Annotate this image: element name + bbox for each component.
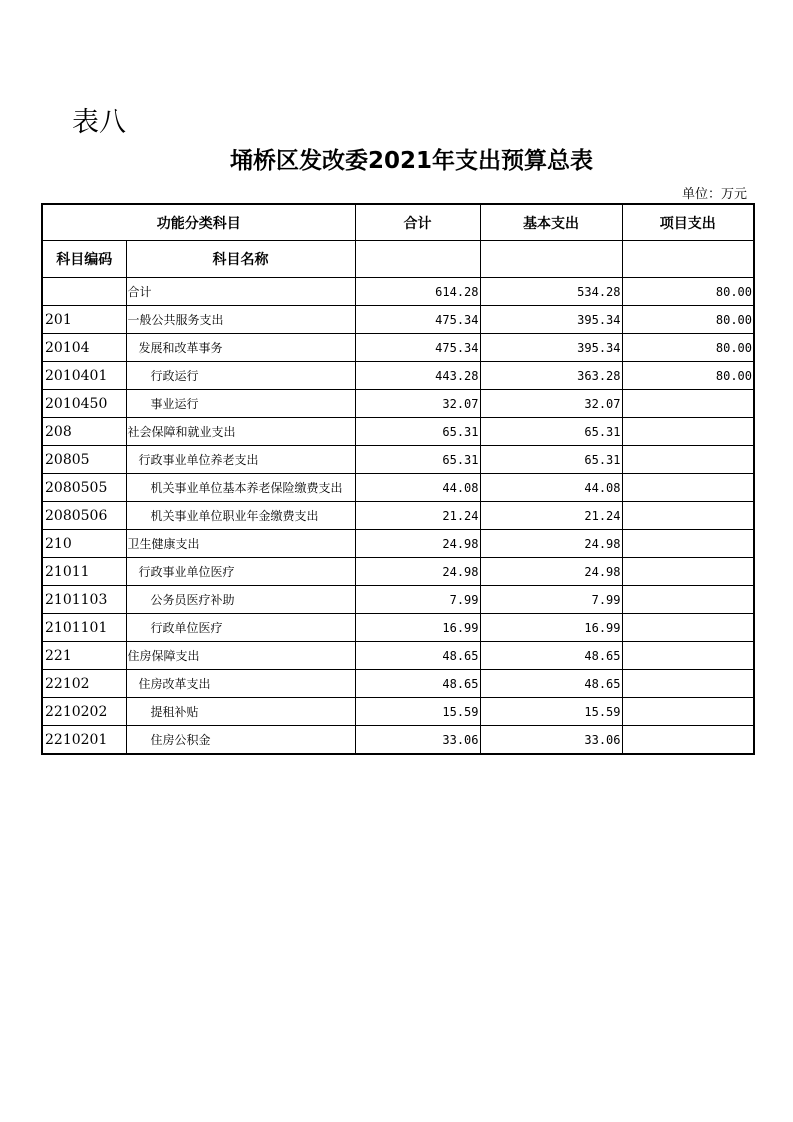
table-row (42, 474, 754, 502)
row-name: 事业运行 (126, 390, 355, 418)
row-basic: 21.24 (480, 502, 622, 530)
row-code: 2101103 (42, 586, 126, 614)
row-code: 2101101 (42, 614, 126, 642)
row-project: 80.00 (622, 278, 754, 306)
row-project (622, 530, 754, 558)
table-row (42, 306, 754, 334)
row-total: 65.31 (355, 446, 480, 474)
row-basic: 48.65 (480, 642, 622, 670)
unit-note: 单位：万元 (681, 187, 747, 202)
row-code: 221 (42, 642, 126, 670)
row-total: 475.34 (355, 334, 480, 362)
row-total: 48.65 (355, 670, 480, 698)
row-total: 24.98 (355, 530, 480, 558)
row-code: 2080505 (42, 474, 126, 502)
row-project (622, 474, 754, 502)
row-project (622, 502, 754, 530)
row-code: 208 (42, 418, 126, 446)
row-name: 行政事业单位养老支出 (126, 446, 355, 474)
table-row (42, 418, 754, 446)
row-total: 44.08 (355, 474, 480, 502)
row-name: 机关事业单位职业年金缴费支出 (126, 502, 355, 530)
row-name: 发展和改革事务 (126, 334, 355, 362)
header-total: 合计 (355, 204, 480, 241)
row-code: 20104 (42, 334, 126, 362)
row-basic: 395.34 (480, 334, 622, 362)
row-name: 住房公积金 (126, 726, 355, 755)
row-project (622, 614, 754, 642)
row-basic: 16.99 (480, 614, 622, 642)
row-name: 行政运行 (126, 362, 355, 390)
row-name: 卫生健康支出 (126, 530, 355, 558)
row-total: 33.06 (355, 726, 480, 755)
header-row-2 (42, 241, 754, 278)
row-name: 住房保障支出 (126, 642, 355, 670)
row-project (622, 698, 754, 726)
table-row (42, 502, 754, 530)
header-basic-empty (480, 241, 622, 278)
row-total: 48.65 (355, 642, 480, 670)
row-total: 65.31 (355, 418, 480, 446)
row-project (622, 446, 754, 474)
row-code (42, 278, 126, 306)
header-code: 科目编码 (42, 241, 126, 278)
row-project: 80.00 (622, 362, 754, 390)
table-label: 表八 (72, 107, 126, 138)
table-row (42, 586, 754, 614)
row-basic: 44.08 (480, 474, 622, 502)
row-project (622, 558, 754, 586)
row-code: 22102 (42, 670, 126, 698)
table-row (42, 446, 754, 474)
row-name: 提租补贴 (126, 698, 355, 726)
table-row (42, 670, 754, 698)
row-name: 社会保障和就业支出 (126, 418, 355, 446)
header-row-1 (42, 204, 754, 241)
row-project (622, 586, 754, 614)
row-basic: 7.99 (480, 586, 622, 614)
row-basic: 395.34 (480, 306, 622, 334)
row-name: 行政事业单位医疗 (126, 558, 355, 586)
row-code: 2010401 (42, 362, 126, 390)
row-name: 机关事业单位基本养老保险缴费支出 (126, 474, 355, 502)
row-code: 20805 (42, 446, 126, 474)
table-row (42, 362, 754, 390)
row-code: 201 (42, 306, 126, 334)
header-project-empty (622, 241, 754, 278)
table-body (42, 278, 754, 755)
row-total: 21.24 (355, 502, 480, 530)
table-row (42, 614, 754, 642)
row-total: 16.99 (355, 614, 480, 642)
table-row (42, 278, 754, 306)
row-basic: 48.65 (480, 670, 622, 698)
row-name: 行政单位医疗 (126, 614, 355, 642)
row-total: 7.99 (355, 586, 480, 614)
row-code: 2010450 (42, 390, 126, 418)
row-name: 住房改革支出 (126, 670, 355, 698)
table-row (42, 698, 754, 726)
row-code: 21011 (42, 558, 126, 586)
row-name: 一般公共服务支出 (126, 306, 355, 334)
row-basic: 15.59 (480, 698, 622, 726)
row-project (622, 418, 754, 446)
header-total-empty (355, 241, 480, 278)
row-code: 2210201 (42, 726, 126, 755)
page-title: 埇桥区发改委2021年支出预算总表 (229, 148, 593, 174)
row-name: 合计 (126, 278, 355, 306)
row-total: 32.07 (355, 390, 480, 418)
table-row (42, 642, 754, 670)
row-total: 475.34 (355, 306, 480, 334)
row-project (622, 642, 754, 670)
row-name: 公务员医疗补助 (126, 586, 355, 614)
row-basic: 65.31 (480, 446, 622, 474)
table-row (42, 334, 754, 362)
budget-table (41, 203, 755, 755)
table-row (42, 390, 754, 418)
row-project (622, 390, 754, 418)
row-basic: 534.28 (480, 278, 622, 306)
row-project (622, 670, 754, 698)
header-basic: 基本支出 (480, 204, 622, 241)
header-category: 功能分类科目 (42, 204, 355, 241)
row-total: 443.28 (355, 362, 480, 390)
table-row (42, 726, 754, 755)
row-code: 2080506 (42, 502, 126, 530)
header-name: 科目名称 (126, 241, 355, 278)
row-project: 80.00 (622, 334, 754, 362)
header-project: 项目支出 (622, 204, 754, 241)
row-code: 210 (42, 530, 126, 558)
row-basic: 363.28 (480, 362, 622, 390)
table-row (42, 558, 754, 586)
row-basic: 65.31 (480, 418, 622, 446)
row-project (622, 726, 754, 755)
row-basic: 24.98 (480, 530, 622, 558)
row-total: 24.98 (355, 558, 480, 586)
table-row (42, 530, 754, 558)
row-basic: 24.98 (480, 558, 622, 586)
row-project: 80.00 (622, 306, 754, 334)
row-code: 2210202 (42, 698, 126, 726)
row-basic: 32.07 (480, 390, 622, 418)
row-basic: 33.06 (480, 726, 622, 755)
row-total: 15.59 (355, 698, 480, 726)
row-total: 614.28 (355, 278, 480, 306)
